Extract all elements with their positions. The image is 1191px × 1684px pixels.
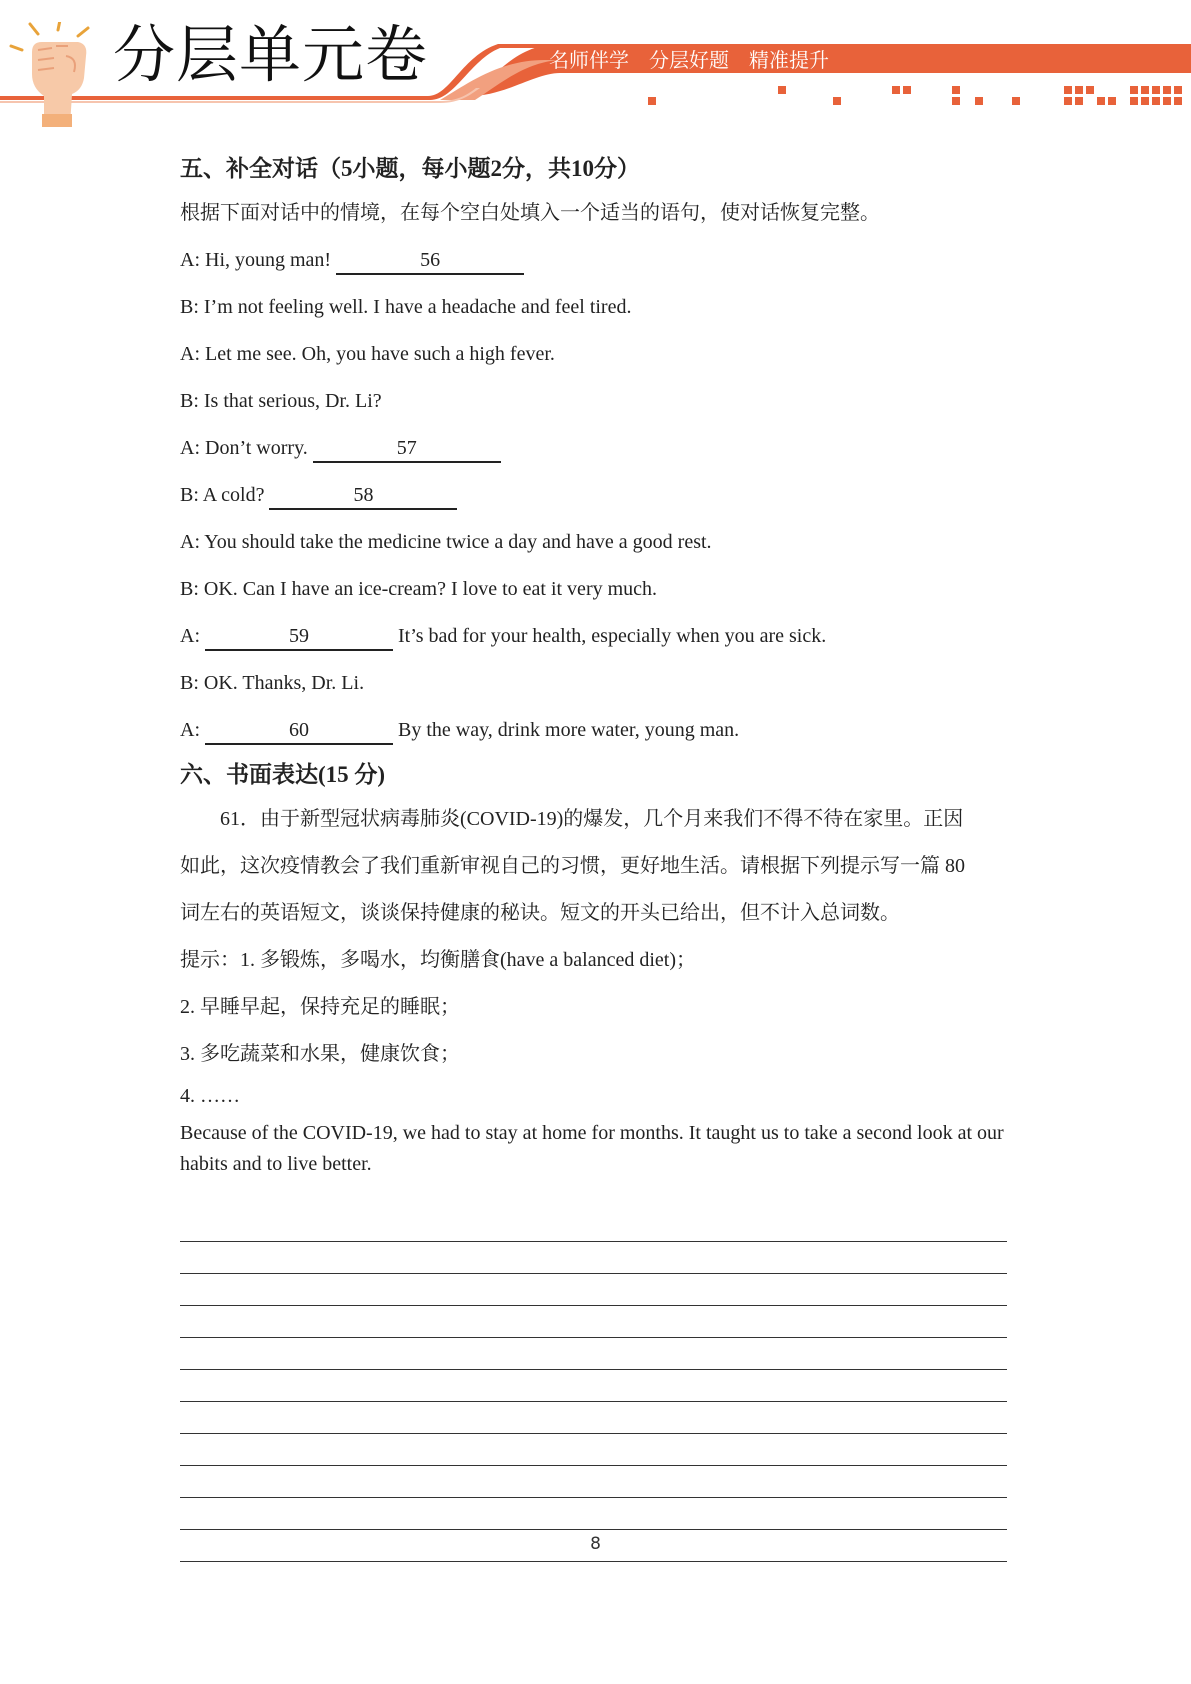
writing-prompt: 如此，这次疫情教会了我们重新审视自己的习惯，更好地生活。请根据下列提示写一篇 80	[180, 855, 965, 877]
section-instruction: 根据下面对话中的情境，在每个空白处填入一个适当的语句，使对话恢复完整。	[180, 202, 880, 224]
hint-line: 提示：1. 多锻炼，多喝水，均衡膳食(have a balanced diet)；	[180, 949, 697, 971]
brand-title: 分层单元卷	[113, 18, 429, 91]
hint-line: 4. ……	[180, 1085, 240, 1107]
dialogue-line: B: I’m not feeling well. I have a headache and feel tired.	[180, 296, 632, 318]
slogan-item: 分层好题	[649, 48, 729, 72]
hint-line: 3. 多吃蔬菜和水果，健康饮食；	[180, 1043, 460, 1065]
essay-opening: Because of the COVID-19, we had to stay at home for months. It taught us to take a second look at our habits and to live better.	[180, 1122, 1004, 1175]
page-header	[0, 0, 1191, 130]
slogan-item: 名师伴学	[549, 48, 629, 72]
dialogue-line: B: OK. Thanks, Dr. Li.	[180, 672, 365, 694]
writing-line[interactable]	[180, 1210, 1007, 1242]
exam-content	[180, 148, 1010, 1180]
writing-line[interactable]	[180, 1370, 1007, 1402]
dialogue-line: A: You should take the medicine twice a day and have a good rest.	[180, 531, 712, 553]
answer-blank[interactable]: 59	[205, 623, 393, 651]
writing-area[interactable]	[180, 1210, 1007, 1562]
section-title: 五、补全对话（5小题，每小题2分，共10分）	[180, 156, 640, 181]
dialogue-line: A: Let me see. Oh, you have such a high fever.	[180, 343, 555, 365]
dialogue	[180, 237, 1010, 754]
answer-blank[interactable]: 58	[269, 482, 457, 510]
dialogue-line: A: 59 It’s bad for your health, especially when you are sick.	[180, 613, 1010, 660]
answer-blank[interactable]: 60	[205, 717, 393, 745]
writing-prompt: 61．由于新型冠状病毒肺炎(COVID-19)的爆发，几个月来我们不得不待在家里。正因	[220, 808, 964, 830]
answer-blank[interactable]: 57	[313, 435, 501, 463]
writing-line[interactable]	[180, 1242, 1007, 1274]
writing-line[interactable]	[180, 1402, 1007, 1434]
dialogue-line: B: A cold? 58	[180, 472, 1010, 519]
dialogue-line: B: OK. Can I have an ice-cream? I love to eat it very much.	[180, 578, 658, 600]
writing-line[interactable]	[180, 1274, 1007, 1306]
writing-line[interactable]	[180, 1306, 1007, 1338]
dialogue-line: A: Hi, young man! 56	[180, 237, 1010, 284]
writing-prompt: 词左右的英语短文，谈谈保持健康的秘诀。短文的开头已给出，但不计入总词数。	[180, 902, 900, 924]
slogan-item: 精准提升	[749, 48, 829, 72]
writing-line[interactable]	[180, 1338, 1007, 1370]
dialogue-line: A: Don’t worry. 57	[180, 425, 1010, 472]
hint-line: 2. 早睡早起，保持充足的睡眠；	[180, 996, 460, 1018]
writing-line[interactable]	[180, 1466, 1007, 1498]
answer-blank[interactable]: 56	[336, 247, 524, 275]
dialogue-line: A: 60 By the way, drink more water, young man.	[180, 707, 1010, 754]
writing-line[interactable]	[180, 1498, 1007, 1530]
writing-line[interactable]	[180, 1434, 1007, 1466]
page-number: 8	[590, 1534, 601, 1554]
section-title: 六、书面表达(15 分)	[180, 762, 386, 787]
dialogue-line: B: Is that serious, Dr. Li?	[180, 390, 382, 412]
decorative-dots	[0, 0, 1191, 130]
